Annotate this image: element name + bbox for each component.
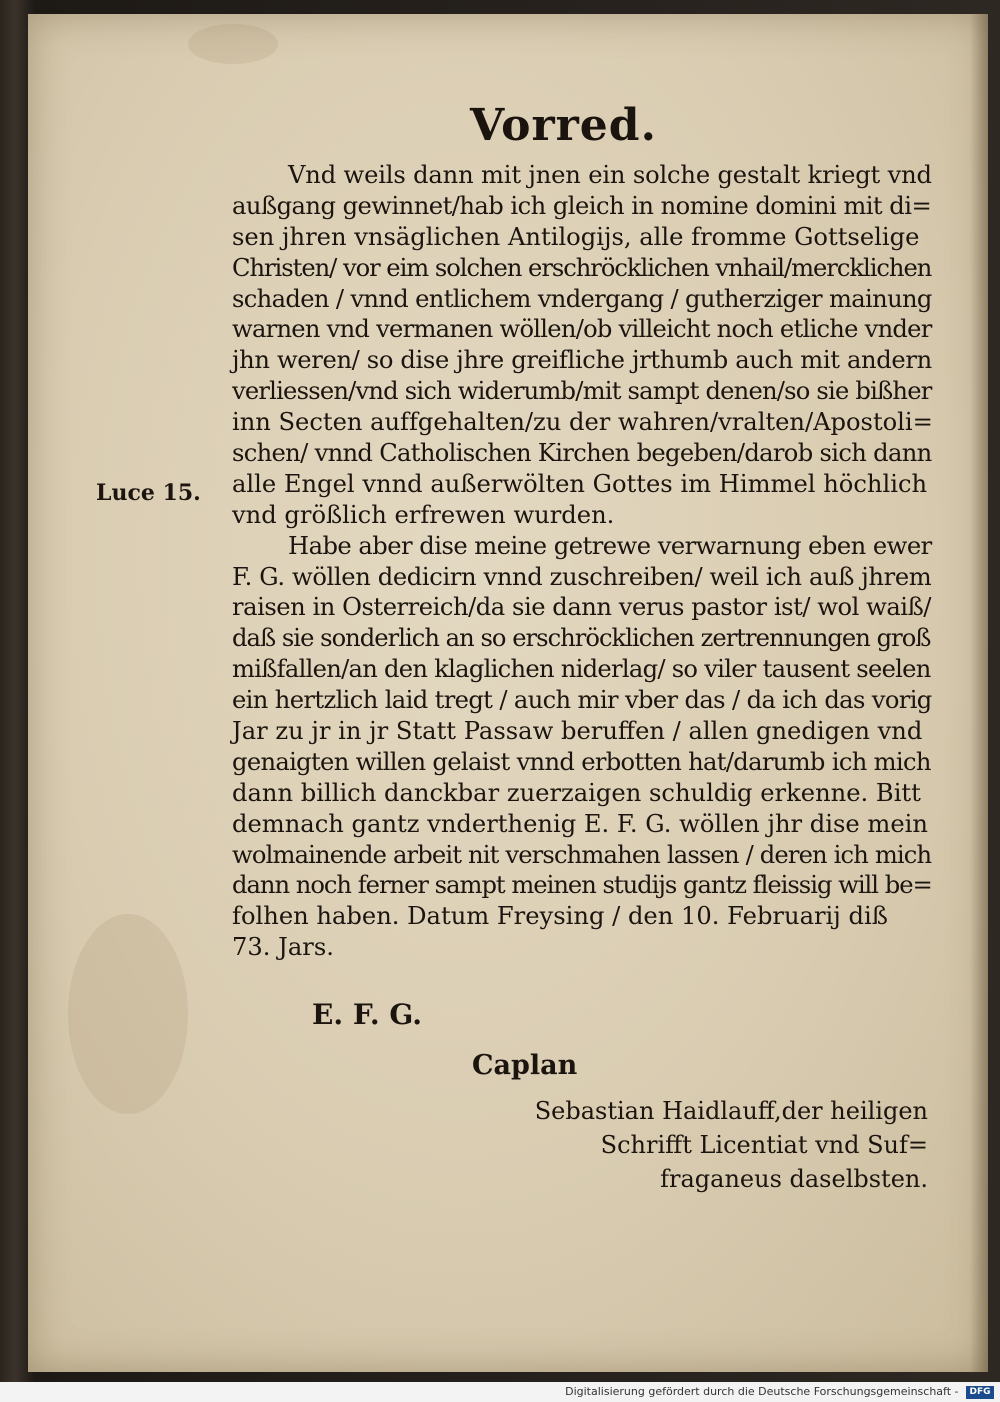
- text-line: 73. Jars.: [232, 933, 334, 962]
- footer-credit: Digitalisierung gefördert durch die Deutsche Forschungsgemeinschaft -: [565, 1385, 959, 1398]
- signature-line: Sebastian Haidlauff,der heiligen: [534, 1097, 928, 1125]
- text-line: dann noch ferner sampt meinen studijs gantz fleissig will be=: [232, 871, 932, 900]
- page-spine-shadow: [970, 14, 988, 1372]
- text-line: daß sie sonderlich an so erschröcklichen zertrennungen groß: [232, 624, 931, 653]
- digitization-footer: [0, 1382, 1000, 1402]
- closing-abbreviation: E. F. G.: [312, 998, 423, 1031]
- dfg-logo-icon: DFG: [966, 1386, 994, 1399]
- text-line: warnen vnd vermanen wöllen/ob villeicht noch etliche vnder: [232, 315, 932, 344]
- paper-stain: [68, 914, 188, 1114]
- text-line: wolmainende arbeit nit verschmahen lassen / deren ich mich: [232, 840, 932, 869]
- text-line: inn Secten auffgehalten/zu der wahren/vralten/Apostoli=: [232, 408, 933, 437]
- text-line: schaden / vnnd entlichem vndergang / gutherziger mainung: [232, 284, 932, 313]
- text-line: Jar zu jr in jr Statt Passaw beruffen / allen gnedigen vnd: [232, 717, 923, 746]
- closing-title: Caplan: [472, 1050, 578, 1081]
- text-line: außgang gewinnet/hab ich gleich in nomine domini mit di=: [232, 191, 932, 220]
- text-line: mißfallen/an den klaglichen niderlag/ so viler tausent seelen: [232, 655, 931, 684]
- text-line: F. G. wöllen dedicirn vnnd zuschreiben/ weil ich auß jhrem: [232, 562, 932, 591]
- text-line: verliessen/vnd sich widerumb/mit sampt denen/so sie bißher: [232, 377, 932, 406]
- signature-block: [508, 1094, 928, 1196]
- running-head: Vorred.: [470, 100, 657, 151]
- text-line: genaigten willen gelaist vnnd erbotten hat/darumb ich mich: [232, 747, 931, 776]
- text-line: ein hertzlich laid tregt / auch mir vber das / da ich das vorig: [232, 686, 932, 715]
- text-line: Vnd weils dann mit jnen ein solche gestalt kriegt vnd: [288, 161, 932, 189]
- text-line: vnd größlich erfrewen wurden.: [232, 500, 615, 529]
- text-line: raisen in Osterreich/da sie dann verus pastor ist/ wol waiß/: [232, 593, 931, 622]
- text-line: folhen haben. Datum Freysing / den 10. Februarij diß: [232, 902, 888, 931]
- text-line: demnach gantz vnderthenig E. F. G. wöllen jhr dise mein: [232, 809, 928, 838]
- body-text: [232, 160, 932, 963]
- text-line: jhn weren/ so dise jhre greifliche jrthumb auch mit andern: [232, 346, 932, 375]
- text-line: alle Engel vnnd außerwölten Gottes im Himmel höchlich: [232, 469, 928, 498]
- text-line: Habe aber dise meine getrewe verwarnung eben ewer: [288, 531, 932, 560]
- marginal-note: Luce 15.: [96, 480, 201, 506]
- signature-line: fraganeus daselbsten.: [660, 1165, 928, 1193]
- text-line: schen/ vnnd Catholischen Kirchen begeben/darob sich dann: [232, 439, 932, 468]
- text-line: dann billich danckbar zuerzaigen schuldig erkenne. Bitt: [232, 778, 921, 807]
- text-line: sen jhren vnsäglichen Antilogijs, alle fromme Gottselige: [232, 222, 920, 251]
- paper-stain: [188, 24, 278, 64]
- text-line: Christen/ vor eim solchen erschröcklichen vnhail/mercklichen: [232, 253, 932, 282]
- signature-line: Schrifft Licentiat vnd Suf=: [600, 1131, 928, 1159]
